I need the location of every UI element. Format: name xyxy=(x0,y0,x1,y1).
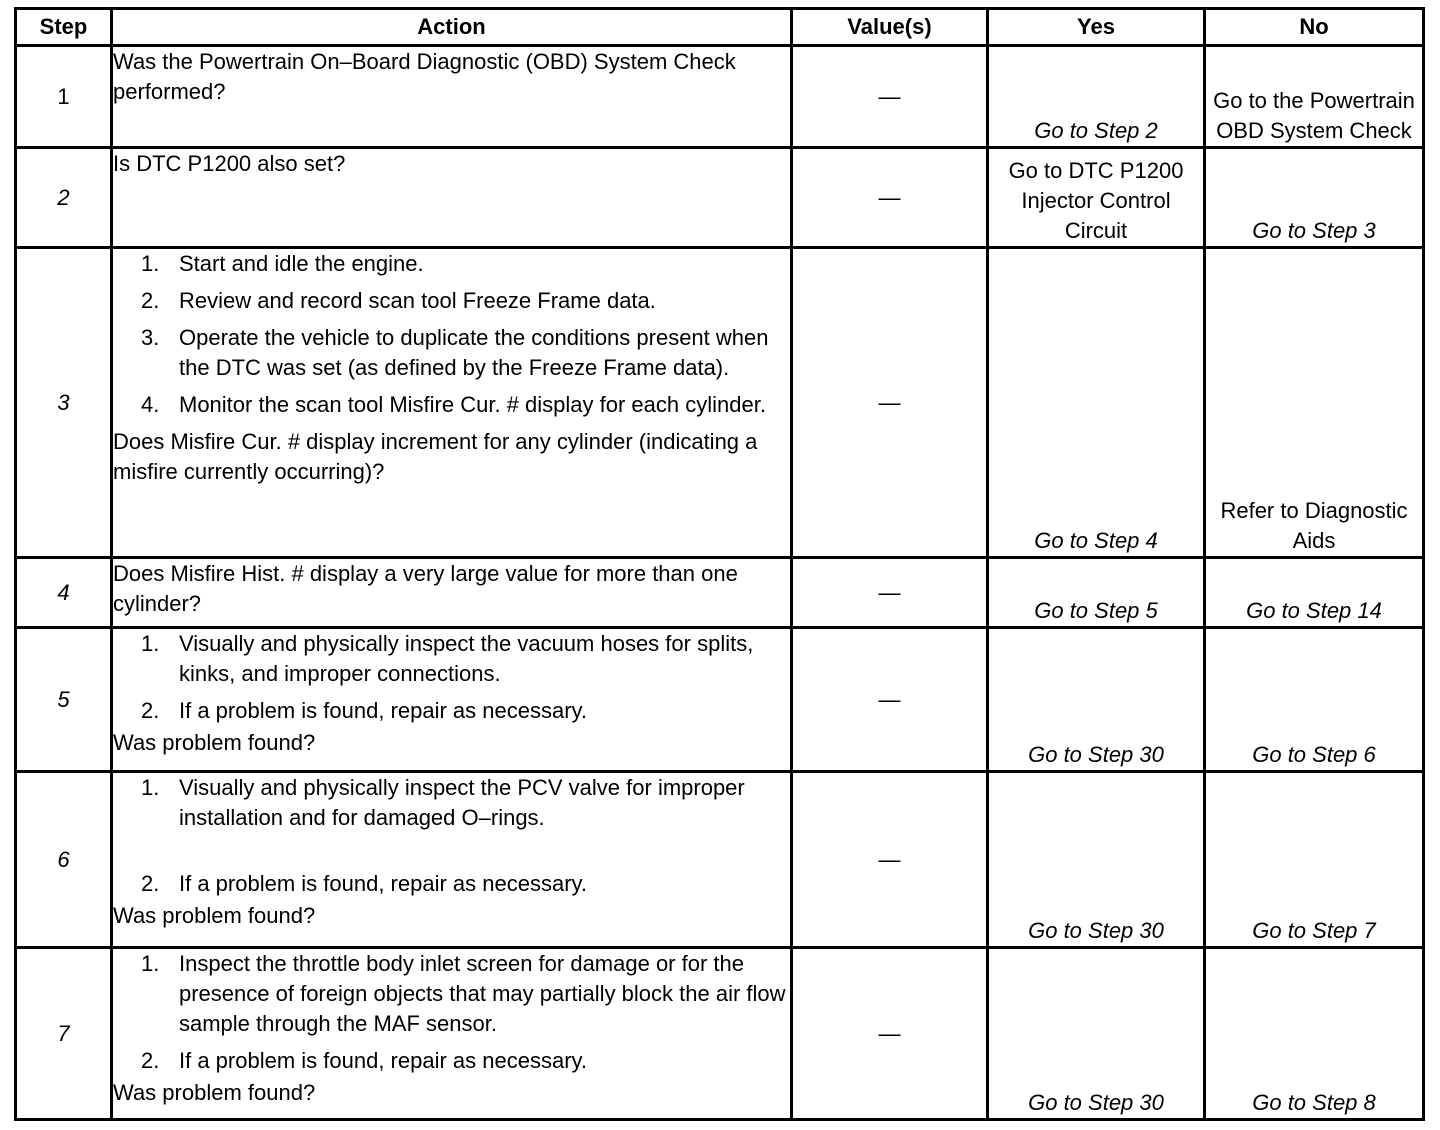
item-text: Review and record scan tool Freeze Frame data. xyxy=(179,288,656,313)
action-question: Is DTC P1200 also set? xyxy=(113,151,346,176)
table-row xyxy=(16,148,1424,248)
action-steps xyxy=(113,249,790,420)
item-text: If a problem is found, repair as necessary. xyxy=(179,698,588,723)
table-row xyxy=(16,628,1424,772)
item-number: 2. xyxy=(141,871,160,896)
yes-cell xyxy=(988,46,1205,148)
item-number: 2. xyxy=(141,698,160,723)
yes-cell xyxy=(988,148,1205,248)
item-number: 1. xyxy=(141,251,160,276)
step-number: 6 xyxy=(16,772,112,948)
step-number: 2 xyxy=(16,148,112,248)
value-cell: — xyxy=(792,628,988,772)
value-cell: — xyxy=(792,558,988,628)
list-item xyxy=(113,949,790,1039)
step-number: 1 xyxy=(16,46,112,148)
step-number: 7 xyxy=(16,948,112,1120)
no-cell xyxy=(1205,148,1424,248)
no-action: Go to Step 3 xyxy=(1252,218,1376,243)
value-cell: — xyxy=(792,46,988,148)
item-text: If a problem is found, repair as necessary. xyxy=(179,871,588,896)
list-item xyxy=(113,323,790,383)
item-text: Inspect the throttle body inlet screen for damage or for the presence of foreign objects that may partially block the air flow sample through the MAF sensor. xyxy=(179,951,786,1036)
header-row xyxy=(16,9,1424,46)
action-question: Was the Powertrain On–Board Diagnostic (OBD) System Check performed? xyxy=(113,49,736,104)
no-action: Go to Step 6 xyxy=(1252,742,1376,767)
item-text: Visually and physically inspect the vacuum hoses for splits, kinks, and improper connections. xyxy=(179,631,754,686)
value-cell: — xyxy=(792,948,988,1120)
header-step: Step xyxy=(16,9,112,46)
list-item xyxy=(113,773,790,833)
item-number: 4. xyxy=(141,392,160,417)
yes-action: Go to Step 30 xyxy=(1028,742,1164,767)
step-number: 5 xyxy=(16,628,112,772)
header-action: Action xyxy=(112,9,792,46)
list-item xyxy=(113,1046,790,1076)
list-item xyxy=(113,390,790,420)
yes-action: Go to Step 30 xyxy=(1028,1090,1164,1115)
action-question: Was problem found? xyxy=(113,730,316,755)
table-row xyxy=(16,248,1424,558)
item-text: Start and idle the engine. xyxy=(179,251,424,276)
no-cell xyxy=(1205,948,1424,1120)
action-cell xyxy=(112,248,792,558)
no-action: Go to the Powertrain OBD System Check xyxy=(1213,88,1415,143)
yes-cell xyxy=(988,558,1205,628)
action-steps xyxy=(113,629,790,726)
action-question: Does Misfire Hist. # display a very large value for more than one cylinder? xyxy=(113,561,738,616)
yes-action: Go to Step 30 xyxy=(1028,918,1164,943)
action-cell xyxy=(112,46,792,148)
action-question: Does Misfire Cur. # display increment for any cylinder (indicating a misfire currently occurring)? xyxy=(113,429,758,484)
no-cell xyxy=(1205,558,1424,628)
action-cell xyxy=(112,628,792,772)
item-text: Visually and physically inspect the PCV valve for improper installation and for damaged O–rings. xyxy=(179,775,745,830)
header-yes: Yes xyxy=(988,9,1205,46)
yes-cell xyxy=(988,248,1205,558)
table-row xyxy=(16,46,1424,148)
action-cell xyxy=(112,772,792,948)
yes-action: Go to Step 2 xyxy=(1034,118,1158,143)
no-action: Go to Step 14 xyxy=(1246,598,1382,623)
action-question: Was problem found? xyxy=(113,903,316,928)
no-cell xyxy=(1205,248,1424,558)
item-number: 1. xyxy=(141,631,160,656)
no-action: Refer to Diagnostic Aids xyxy=(1220,498,1408,553)
action-cell xyxy=(112,558,792,628)
action-cell xyxy=(112,148,792,248)
header-values: Value(s) xyxy=(792,9,988,46)
yes-cell xyxy=(988,948,1205,1120)
no-cell xyxy=(1205,772,1424,948)
table-row xyxy=(16,558,1424,628)
step-number: 3 xyxy=(16,248,112,558)
header-no: No xyxy=(1205,9,1424,46)
item-number: 1. xyxy=(141,951,160,976)
table-row xyxy=(16,948,1424,1120)
yes-action: Go to Step 5 xyxy=(1034,598,1158,623)
no-cell xyxy=(1205,628,1424,772)
list-item xyxy=(113,629,790,689)
value-cell: — xyxy=(792,248,988,558)
list-item xyxy=(113,286,790,316)
item-text: Monitor the scan tool Misfire Cur. # display for each cylinder. xyxy=(179,392,766,417)
table-row xyxy=(16,772,1424,948)
yes-cell xyxy=(988,628,1205,772)
no-action: Go to Step 8 xyxy=(1252,1090,1376,1115)
yes-action: Go to DTC P1200 Injector Control Circuit xyxy=(1008,158,1184,243)
yes-action: Go to Step 4 xyxy=(1034,528,1158,553)
item-text: Operate the vehicle to duplicate the conditions present when the DTC was set (as defined by the Freeze Frame data). xyxy=(179,325,769,380)
no-cell xyxy=(1205,46,1424,148)
yes-cell xyxy=(988,772,1205,948)
action-steps xyxy=(113,773,790,899)
action-question: Was problem found? xyxy=(113,1080,316,1105)
list-item xyxy=(113,696,790,726)
item-number: 3. xyxy=(141,325,160,350)
item-number: 2. xyxy=(141,288,160,313)
item-number: 2. xyxy=(141,1048,160,1073)
item-text: If a problem is found, repair as necessary. xyxy=(179,1048,588,1073)
step-number: 4 xyxy=(16,558,112,628)
list-item xyxy=(113,249,790,279)
action-cell xyxy=(112,948,792,1120)
list-item xyxy=(113,869,790,899)
value-cell: — xyxy=(792,772,988,948)
diagnostic-table xyxy=(14,7,1425,1121)
no-action: Go to Step 7 xyxy=(1252,918,1376,943)
action-steps xyxy=(113,949,790,1076)
value-cell: — xyxy=(792,148,988,248)
item-number: 1. xyxy=(141,775,160,800)
